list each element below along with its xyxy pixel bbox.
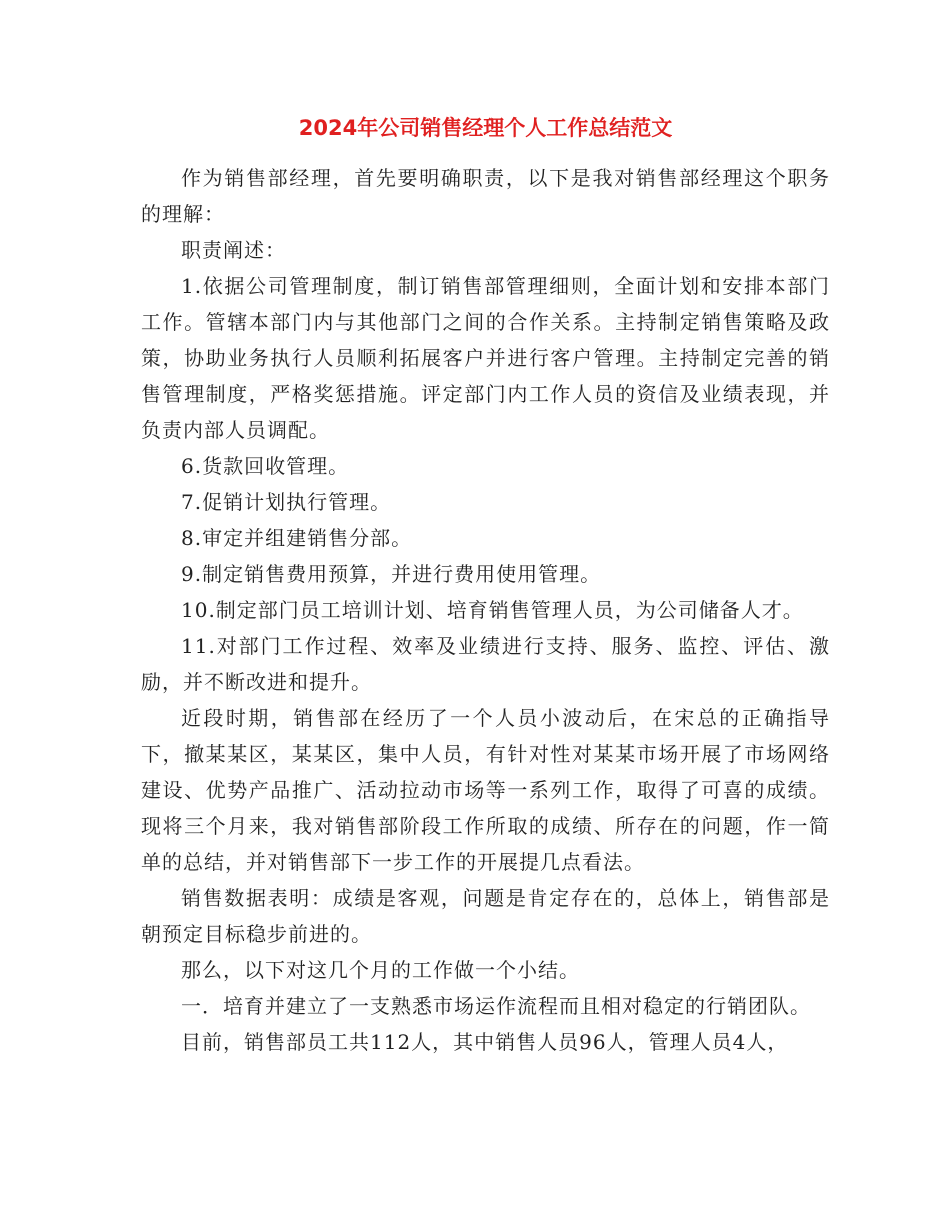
paragraph-sales-data: 销售数据表明：成绩是客观，问题是肯定存在的，总体上，销售部是朝预定目标稳步前进的。	[141, 886, 830, 946]
paragraph-duty-8: 8.审定并组建销售分部。	[181, 526, 413, 550]
paragraph-duties-heading: 职责阐述：	[181, 238, 286, 262]
paragraph-summary-intro: 那么，以下对这几个月的工作做一个小结。	[181, 958, 580, 982]
paragraph-duty-1: 1.依据公司管理制度，制订销售部管理细则，全面计划和安排本部门工作。管辖本部门内与其他部门之间的合作关系。主持制定销售策略及政策，协助业务执行人员顺利拓展客户并进行客户管理。主持制定完善的销售管理制度，严格奖惩措施。评定部门内工作人员的资信及业绩表现，并负责内部人员调配。	[141, 274, 830, 442]
paragraph-staff-count: 目前，销售部员工共112人，其中销售人员96人，管理人员4人，	[181, 1030, 789, 1054]
paragraph-duty-10: 10.制定部门员工培训计划、培育销售管理人员，为公司储备人才。	[181, 598, 804, 622]
document-title: 2024年公司销售经理个人工作总结范文	[298, 116, 673, 140]
paragraph-duty-7: 7.促销计划执行管理。	[181, 490, 392, 514]
document-body	[141, 160, 830, 1060]
paragraph-section-1: 一．培育并建立了一支熟悉市场运作流程而且相对稳定的行销团队。	[181, 994, 811, 1018]
paragraph-recent-period: 近段时期，销售部在经历了一个人员小波动后，在宋总的正确指导下，撤某某区，某某区，集中人员，有针对性对某某市场开展了市场网络建设、优势产品推广、活动拉动市场等一系列工作，取得了可喜的成绩。现将三个月来，我对销售部阶段工作所取的成绩、所存在的问题，作一简单的总结，并对销售部下一步工作的开展提几点看法。	[141, 706, 830, 874]
paragraph-duty-11: 11.对部门工作过程、效率及业绩进行支持、服务、监控、评估、激励，并不断改进和提升。	[141, 634, 830, 694]
paragraph-intro: 作为销售部经理，首先要明确职责，以下是我对销售部经理这个职务的理解：	[141, 166, 830, 226]
paragraph-duty-9: 9.制定销售费用预算，并进行费用使用管理。	[181, 562, 602, 586]
paragraph-duty-6: 6.货款回收管理。	[181, 454, 350, 478]
